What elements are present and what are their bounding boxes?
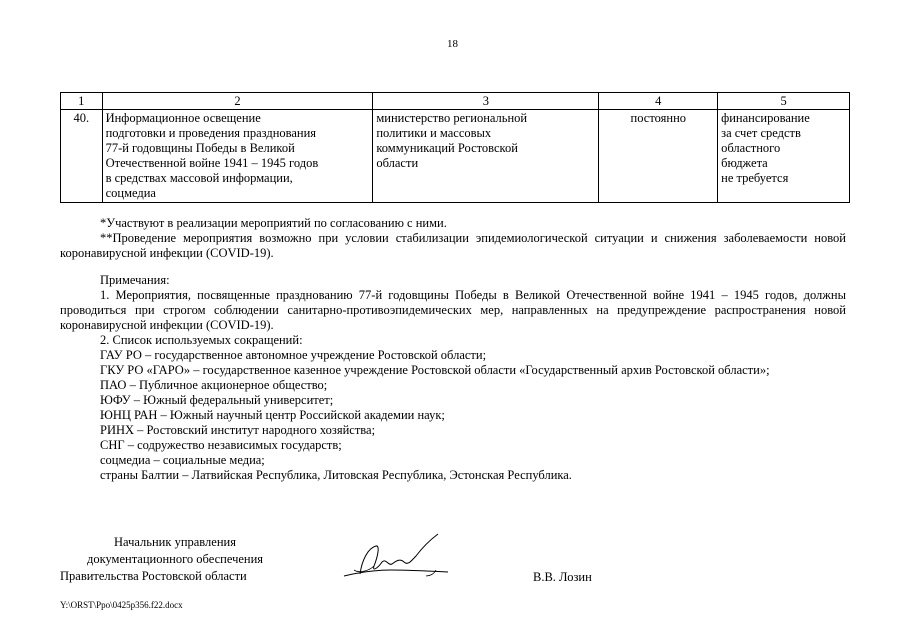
column-header-3: 3 <box>373 93 599 110</box>
note-item-2-title: 2. Список используемых сокращений: <box>100 333 303 347</box>
column-header-1: 1 <box>61 93 103 110</box>
handwritten-signature <box>330 530 460 590</box>
footnote-2: **Проведение мероприятия возможно при условии стабилизации эпидемиологической ситуации и снижения заболеваемости новой коронавирусной инфекции (COVID-19). <box>60 231 846 260</box>
abbreviation-item: соцмедиа – социальные медиа; <box>100 453 265 467</box>
events-table <box>60 92 850 203</box>
row-event: Информационное освещение подготовки и проведения празднования 77-й годовщины Победы в Великой Отечественной войне 1941 – 1945 годов в средствах массовой информации, соцмедиа <box>102 110 373 203</box>
row-number: 40. <box>61 110 103 203</box>
row-responsible: министерство региональной политики и массовых коммуникаций Ростовской области <box>373 110 599 203</box>
signatory-title-line: Начальник управления <box>114 535 236 549</box>
abbreviation-item: ПАО – Публичное акционерное общество; <box>100 378 328 392</box>
abbreviation-item: СНГ – содружество независимых государств; <box>100 438 342 452</box>
table-header-row <box>61 93 850 110</box>
abbreviation-item: ГАУ РО – государственное автономное учреждение Ростовской области; <box>100 348 487 362</box>
abbreviation-item: ГКУ РО «ГАРО» – государственное казенное учреждение Ростовской области «Государственный архив Ростовской области»; <box>100 363 770 377</box>
notes-title: Примечания: <box>100 273 170 287</box>
signatory-title <box>60 534 290 585</box>
signatory-title-line: Правительства Ростовской области <box>60 569 247 583</box>
abbreviation-item: ЮНЦ РАН – Южный научный центр Российской академии наук; <box>100 408 445 422</box>
abbreviation-item: страны Балтии – Латвийская Республика, Литовская Республика, Эстонская Республика. <box>100 468 572 482</box>
document-file-path: Y:\ORST\Ppo\0425p356.f22.docx <box>60 600 183 610</box>
signatory-title-line: документационного обеспечения <box>86 552 264 566</box>
signatory-name: В.В. Лозин <box>533 570 592 584</box>
column-header-4: 4 <box>599 93 718 110</box>
row-financing: финансирование за счет средств областного бюджета не требуется <box>718 110 850 203</box>
abbreviation-item: РИНХ – Ростовский институт народного хозяйства; <box>100 423 376 437</box>
column-header-5: 5 <box>718 93 850 110</box>
footnote-1: *Участвуют в реализации мероприятий по согласованию с ними. <box>100 216 447 230</box>
note-item-1: 1. Мероприятия, посвященные празднованию 77-й годовщины Победы в Великой Отечественной войне 1941 – 1945 годов, должны проводиться при строгом соблюдении санитарно-противоэпидемических мер, направленных на предупреждение распространения новой коронавирусной инфекции (COVID-19). <box>60 288 846 332</box>
table-row <box>61 110 850 203</box>
column-header-2: 2 <box>102 93 373 110</box>
abbreviation-item: ЮФУ – Южный федеральный университет; <box>100 393 334 407</box>
row-period: постоянно <box>599 110 718 203</box>
body-text <box>60 216 846 483</box>
page-number: 18 <box>447 38 458 50</box>
